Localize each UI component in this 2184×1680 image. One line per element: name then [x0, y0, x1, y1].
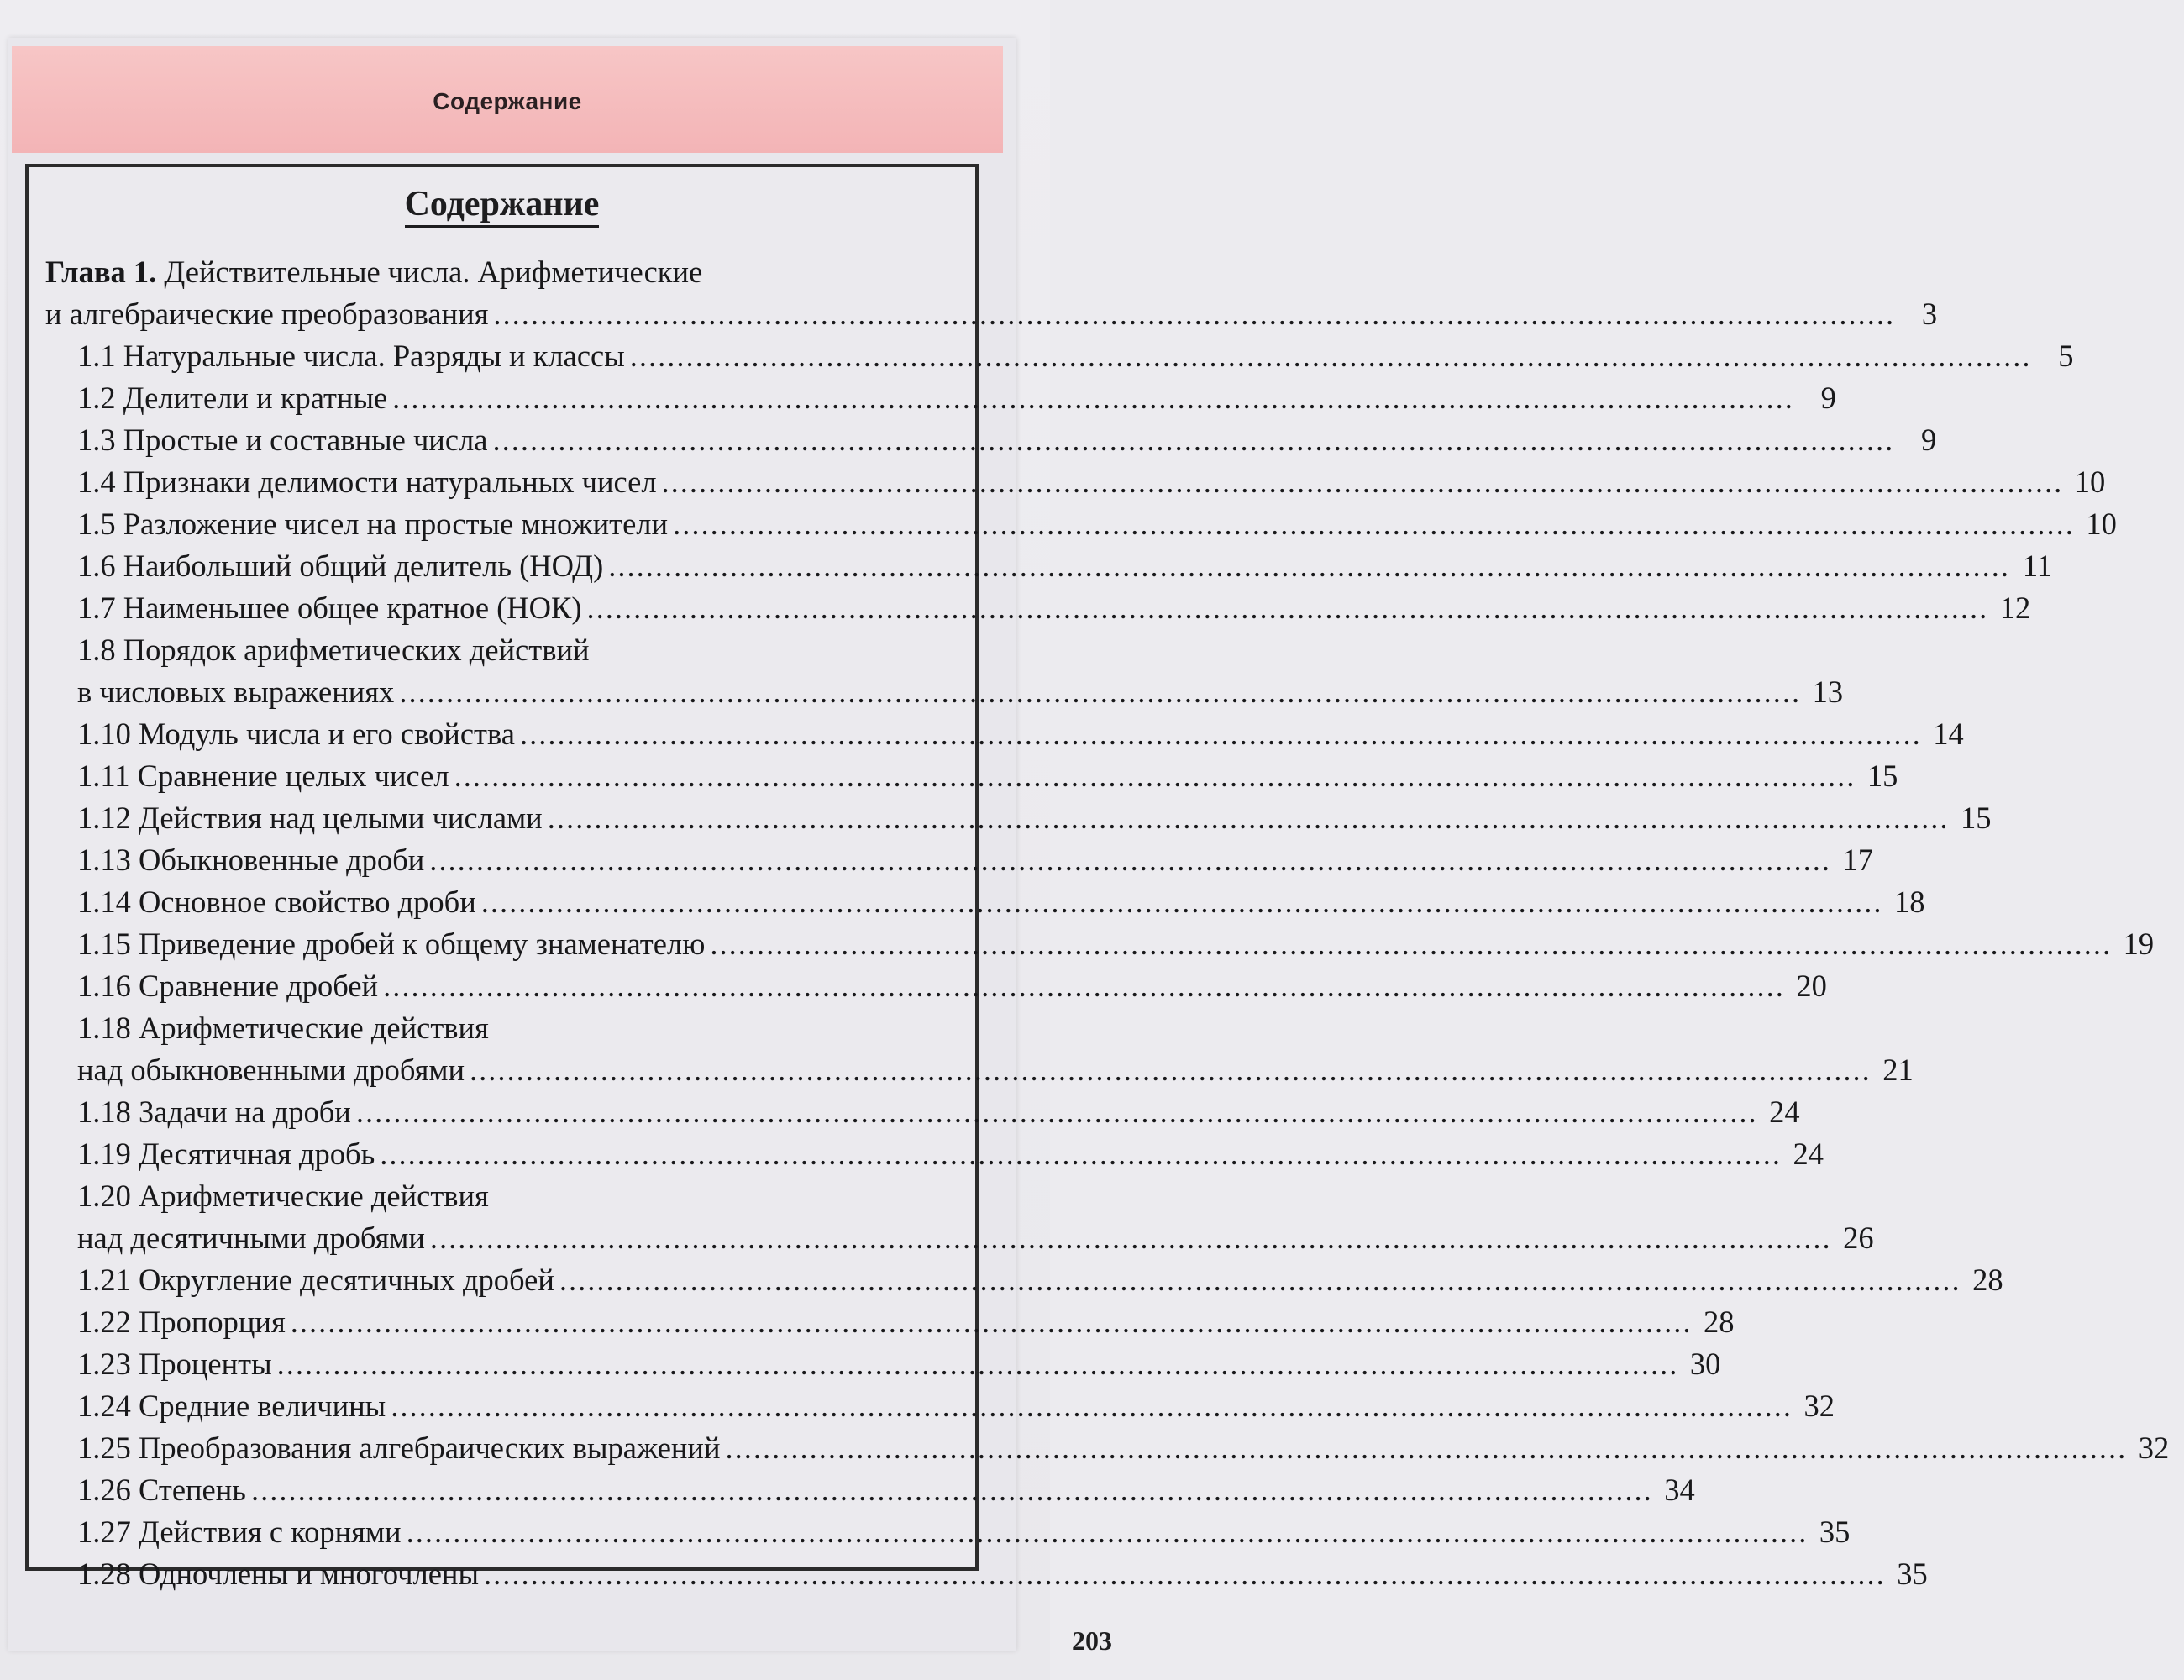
- header-band: [12, 46, 1003, 153]
- toc-entry[interactable]: [45, 1343, 1721, 1385]
- dot-leader: [520, 713, 1922, 755]
- toc-entry-label: 1.6 Наибольший общий делитель (НОД): [77, 549, 604, 583]
- dot-leader: [608, 545, 2010, 587]
- chapter-title-line2: и алгебраические преобразования: [45, 297, 489, 331]
- toc-entry-label: 1.18 Задачи на дроби: [77, 1095, 351, 1129]
- chapter-heading-line1: [45, 251, 982, 293]
- toc-entry-label: 1.15 Приведение дробей к общему знаменателю: [77, 927, 706, 961]
- toc-frame: [25, 164, 2170, 1591]
- toc-entries: [45, 335, 2170, 1595]
- toc-entry-page-number: 28: [1704, 1305, 1735, 1339]
- toc-entry-page-number: 26: [1843, 1221, 1874, 1255]
- toc-entry-page-number: 32: [2138, 1431, 2170, 1465]
- dot-leader: [454, 755, 1856, 797]
- toc-entry-label: 1.14 Основное свойство дроби: [77, 885, 476, 919]
- header-band-title: Содержание: [433, 88, 582, 114]
- dot-leader: [630, 335, 2032, 377]
- toc-entry[interactable]: [45, 797, 1992, 839]
- dot-leader: [356, 1091, 1758, 1133]
- toc-entry-label: 1.5 Разложение чисел на простые множители: [77, 507, 669, 541]
- toc-entry[interactable]: [45, 923, 2155, 965]
- toc-entry-page-number: 24: [1769, 1095, 1800, 1129]
- toc-entry[interactable]: [45, 1049, 1914, 1091]
- toc-entry[interactable]: [45, 1511, 1851, 1553]
- toc-entry-label: 1.16 Сравнение дробей: [77, 969, 379, 1003]
- toc-entry-label: 1.19 Десятичная дробь: [77, 1137, 375, 1171]
- toc-entry-label: 1.1 Натуральные числа. Разряды и классы: [77, 339, 625, 373]
- dot-leader: [251, 1469, 1653, 1511]
- toc-entry[interactable]: [45, 839, 1874, 881]
- toc-entry-label: 1.27 Действия с корнями: [77, 1515, 402, 1549]
- toc-entry-page-number: 21: [1882, 1053, 1914, 1087]
- toc-entry[interactable]: [45, 587, 2031, 629]
- toc-entry[interactable]: [45, 671, 1844, 713]
- dot-leader: [481, 881, 1883, 923]
- toc-entry-label: над обыкновенными дробями: [77, 1053, 465, 1087]
- toc-entry-page-number: 10: [2086, 507, 2117, 541]
- toc-entry[interactable]: [45, 713, 1964, 755]
- toc-entry-label: над десятичными дробями: [77, 1221, 425, 1255]
- toc-entry-label: 1.10 Модуль числа и его свойства: [77, 717, 515, 751]
- toc-entry-label: 1.2 Делители и кратные: [77, 381, 388, 415]
- toc-entry-page-number: 18: [1894, 885, 1925, 919]
- dot-leader: [380, 1133, 1782, 1175]
- toc-entry-page-number: 5: [2058, 339, 2074, 373]
- toc-entry-line1: 1.20 Арифметические действия: [77, 1179, 489, 1213]
- chapter-title-line1: Действительные числа. Арифметические: [164, 255, 703, 289]
- toc-entry[interactable]: [45, 1217, 1874, 1259]
- toc-entry-label: 1.11 Сравнение целых чисел: [77, 759, 449, 793]
- toc-entry-label: 1.4 Признаки делимости натуральных чисел: [77, 465, 657, 499]
- toc-entry-label: в числовых выражениях: [77, 675, 395, 709]
- toc-entry[interactable]: [45, 1301, 1735, 1343]
- dot-leader: [710, 923, 2112, 965]
- toc-entry-page-number: 19: [2123, 927, 2155, 961]
- dot-leader: [587, 587, 1989, 629]
- dot-leader: [484, 1553, 1886, 1595]
- toc-entry[interactable]: [45, 1091, 1800, 1133]
- toc-entry-page-number: 15: [1960, 801, 1992, 835]
- page-number: 203: [1072, 1625, 1112, 1656]
- dot-leader: [492, 419, 1894, 461]
- dot-leader: [383, 965, 1785, 1007]
- dot-leader: [391, 1385, 1793, 1427]
- toc-entry-label: 1.12 Действия над целыми числами: [77, 801, 543, 835]
- toc-entry[interactable]: [45, 881, 1925, 923]
- toc-entry-page-number: 9: [1920, 423, 1937, 457]
- toc-entry-label: 1.28 Одночлены и многочлены: [77, 1557, 479, 1591]
- dot-leader: [470, 1049, 1872, 1091]
- toc-entry-page-number: 12: [1999, 591, 2031, 625]
- chapter-page-number: 3: [1921, 297, 1938, 331]
- toc-entry[interactable]: [45, 1553, 1928, 1595]
- toc-entry[interactable]: [45, 1427, 2170, 1469]
- chapter-prefix: Глава 1.: [45, 255, 157, 289]
- toc-entry[interactable]: [45, 545, 2052, 587]
- toc-entry[interactable]: [45, 461, 2106, 503]
- toc-entry-label: 1.21 Округление десятичных дробей: [77, 1263, 554, 1297]
- toc-entry[interactable]: [45, 503, 2117, 545]
- toc-entry[interactable]: [45, 335, 2074, 377]
- toc-entry[interactable]: [45, 1133, 1824, 1175]
- dot-leader: [430, 1217, 1832, 1259]
- toc-entry-page-number: 35: [1897, 1557, 1928, 1591]
- toc-entry-page-number: 24: [1793, 1137, 1824, 1171]
- chapter-heading-line2[interactable]: [45, 293, 1938, 335]
- toc-entry[interactable]: [45, 377, 1836, 419]
- table-of-contents: [45, 251, 2170, 1595]
- toc-entry-page-number: 34: [1664, 1473, 1695, 1507]
- dot-leader: [291, 1301, 1693, 1343]
- dot-leader: [399, 671, 1801, 713]
- toc-entry-label: 1.26 Степень: [77, 1473, 246, 1507]
- toc-entry[interactable]: [45, 965, 1827, 1007]
- toc-entry-line1: 1.18 Арифметические действия: [77, 1011, 489, 1045]
- toc-entry-page-number: 32: [1803, 1389, 1835, 1423]
- toc-entry-label: 1.13 Обыкновенные дроби: [77, 843, 425, 877]
- toc-entry-label: 1.3 Простые и составные числа: [77, 423, 488, 457]
- toc-entry[interactable]: [45, 419, 1937, 461]
- toc-entry-line1: 1.8 Порядок арифметических действий: [77, 633, 590, 667]
- toc-entry[interactable]: [45, 1385, 1835, 1427]
- toc-entry[interactable]: [45, 1259, 2003, 1301]
- toc-entry-page-number: 13: [1812, 675, 1844, 709]
- toc-entry-label: 1.25 Преобразования алгебраических выражений: [77, 1431, 721, 1465]
- dot-leader: [673, 503, 2075, 545]
- toc-entry-page-number: 17: [1842, 843, 1874, 877]
- toc-entry-page-number: 35: [1819, 1515, 1851, 1549]
- toc-entry-label: 1.23 Проценты: [77, 1347, 272, 1381]
- toc-entry-label: 1.24 Средние величины: [77, 1389, 386, 1423]
- toc-entry-page-number: 28: [1972, 1263, 2003, 1297]
- dot-leader: [392, 377, 1794, 419]
- toc-entry[interactable]: [45, 1469, 1695, 1511]
- dot-leader: [726, 1427, 2128, 1469]
- dot-leader: [662, 461, 2064, 503]
- dot-leader: [493, 293, 1895, 335]
- dot-leader: [407, 1511, 1809, 1553]
- toc-entry-page-number: 14: [1933, 717, 1964, 751]
- toc-entry[interactable]: [45, 755, 1898, 797]
- toc-entry-page-number: 20: [1796, 969, 1827, 1003]
- toc-entry-page-number: 11: [2022, 549, 2052, 583]
- dot-leader: [548, 797, 1950, 839]
- toc-entry-page-number: 10: [2074, 465, 2106, 499]
- toc-entry-label: 1.7 Наименьшее общее кратное (НОК): [77, 591, 582, 625]
- dot-leader: [429, 839, 1831, 881]
- toc-entry-page-number: 15: [1866, 759, 1898, 793]
- toc-title-text: Содержание: [405, 185, 600, 228]
- toc-entry-label: 1.22 Пропорция: [77, 1305, 286, 1339]
- toc-entry-page-number: 30: [1689, 1347, 1721, 1381]
- toc-entry-page-number: 9: [1820, 381, 1836, 415]
- dot-leader: [277, 1343, 1679, 1385]
- toc-title: [29, 184, 975, 224]
- dot-leader: [559, 1259, 1961, 1301]
